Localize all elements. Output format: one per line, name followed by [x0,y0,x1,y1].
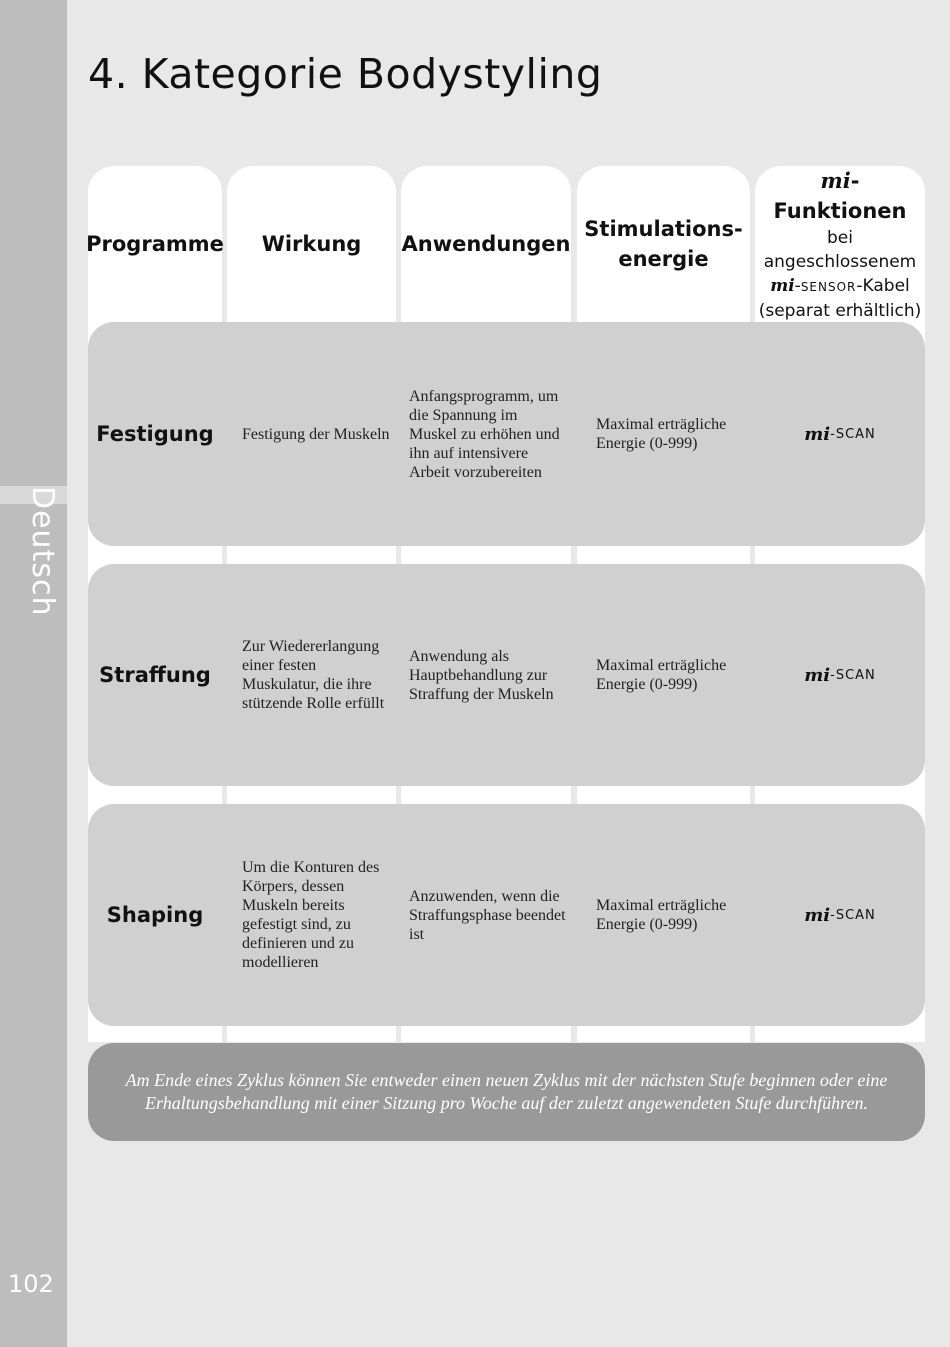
header-programme-label: Programme [86,232,224,256]
mi-scan-badge [755,804,925,1026]
mi-scan-label: -SCAN [830,426,876,442]
row-wirkung [242,804,392,1026]
header-wirkung-label: Wirkung [261,232,362,256]
header-wirkung [227,166,396,322]
row-programm: Festigung [96,422,214,446]
mi-logo: mi [770,275,795,296]
row-wirkung-text: Festigung der Muskeln [242,425,390,443]
row-energie [596,564,746,786]
sidebar [0,0,67,1347]
row-anwendung [409,804,566,1026]
cycle-note-text: Am Ende eines Zyklus können Sie entweder einen neuen Zyklus mit der nächsten Stufe beginnen oder eine Erhaltungsbehandlung mit einer Sitzung pro Woche auf der zuletzt angewendeten Stufe durchführen. [125,1070,888,1113]
header-energie-line2: energie [618,247,709,271]
header-mi-line5: (separat erhältlich) [758,300,922,321]
header-mi-sensor: SENSOR [800,279,857,294]
header-mi-line2: bei [827,227,853,248]
mi-logo: mi [820,167,851,193]
header-energie [577,166,750,322]
row-energie-text: Maximal erträgliche Energie (0-999) [596,897,727,933]
row-anwendung-text: Anwendung als Hauptbehandlung zur Straffung der Muskeln [409,647,554,703]
row-wirkung [242,322,392,546]
header-mi-title-text: -Funktionen [773,168,907,223]
row-anwendung-text: Anzuwenden, wenn die Straffungsphase beendet ist [409,887,566,943]
header-anwendungen-label: Anwendungen [401,232,571,256]
header-anwendungen [401,166,571,322]
header-mi-kabel: -Kabel [856,275,910,296]
row-energie-text: Maximal erträgliche Energie (0-999) [596,657,727,693]
header-mi-title [755,166,925,226]
header-mi-line3: angeschlossenem [763,251,917,272]
header-mi-funktionen [755,166,925,322]
row-anwendung [409,322,566,546]
row-wirkung-text: Zur Wiedererlangung einer festen Muskulatur, die ihre stützende Rolle erfüllt [242,638,385,712]
row-programm: Straffung [99,663,211,687]
cycle-note [88,1043,925,1141]
mi-logo: mi [804,423,831,445]
row-anwendung-text: Anfangsprogramm, um die Spannung im Muskel zu erhöhen und ihn auf intensivere Arbeit vorzubereiten [409,387,560,481]
row-wirkung-text: Um die Konturen des Körpers, dessen Muskeln bereits gefestigt sind, zu definieren und zu modellieren [242,859,380,971]
mi-scan-badge [755,564,925,786]
row-energie-text: Maximal erträgliche Energie (0-999) [596,416,727,452]
mi-logo: mi [804,664,831,686]
mi-scan-badge [755,322,925,546]
language-label: Deutsch [25,486,60,617]
row-programm: Shaping [106,903,204,927]
header-mi-line4 [770,274,910,299]
row-energie [596,322,746,546]
page-title: 4. Kategorie Bodystyling [88,50,603,98]
row-energie [596,804,746,1026]
page-number: 102 [8,1270,54,1298]
mi-scan-label: -SCAN [830,667,876,683]
mi-scan-label: -SCAN [830,907,876,923]
mi-logo: mi [804,904,831,926]
header-mi-sensor-dash: - [794,275,801,296]
header-energie-line1: Stimulations- [584,217,743,241]
row-wirkung [242,564,392,786]
header-programme [88,166,222,322]
row-anwendung [409,564,566,786]
